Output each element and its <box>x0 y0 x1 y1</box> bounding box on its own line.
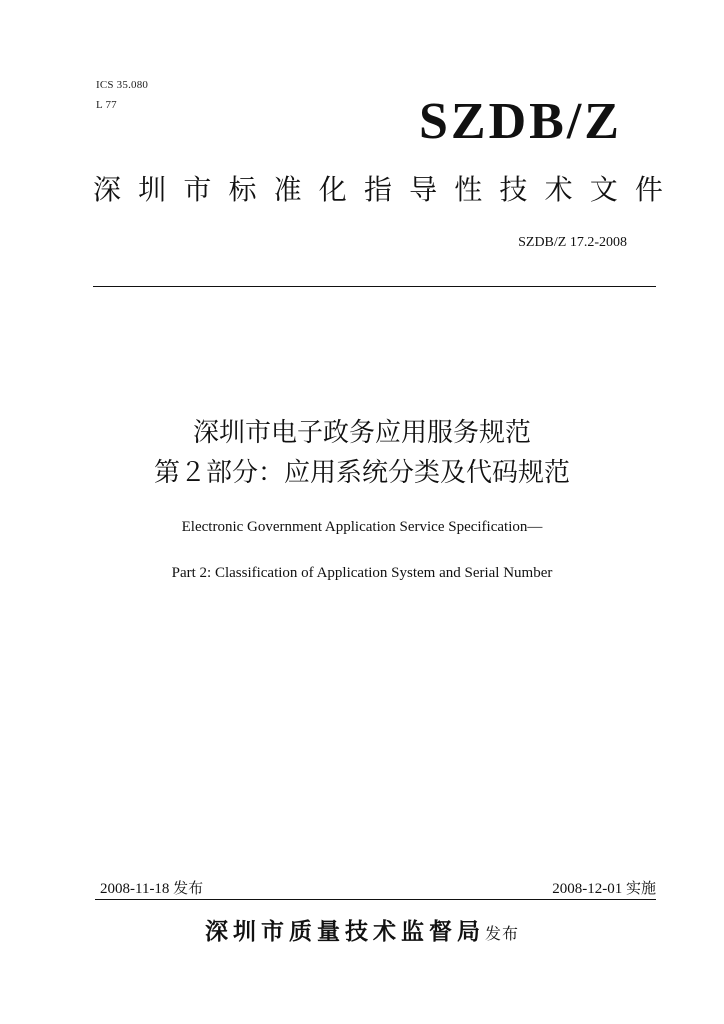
document-type-heading <box>93 170 663 210</box>
classification-code: L 77 <box>96 99 117 111</box>
document-type-char: 技 <box>499 173 528 206</box>
document-type-char: 文 <box>589 173 618 206</box>
header-divider <box>93 286 656 287</box>
standard-brand: SZDB/Z <box>419 93 622 150</box>
document-type-char: 准 <box>273 173 302 206</box>
document-type-char: 深 <box>93 173 122 206</box>
issuer-line <box>0 913 724 946</box>
english-subtitle: Part 2: Classification of Application System and Serial Number <box>171 565 553 581</box>
english-title: Electronic Government Application Service Specification— <box>181 519 543 535</box>
ics-code: ICS 35.080 <box>96 79 149 91</box>
standard-number: SZDB/Z 17.2-2008 <box>518 235 627 250</box>
effective-date: 2008-12-01 实施 <box>552 881 656 897</box>
issuer-suffix: 发布 <box>484 924 519 943</box>
footer-divider <box>95 899 656 900</box>
document-type-char: 标 <box>228 173 257 206</box>
document-title: 深圳市电子政务应用服务规范 <box>192 418 531 448</box>
document-type-char: 导 <box>409 173 438 206</box>
document-type-char: 件 <box>634 173 663 206</box>
document-type-char: 化 <box>318 173 347 206</box>
document-type-char: 市 <box>183 173 212 206</box>
document-type-char: 性 <box>454 173 483 206</box>
document-subtitle: 第２部分：应用系统分类及代码规范 <box>153 458 570 488</box>
document-type-char: 圳 <box>138 173 167 206</box>
document-type-char: 术 <box>544 173 573 206</box>
publish-date: 2008-11-18 发布 <box>100 881 204 897</box>
document-type-char: 指 <box>363 173 392 206</box>
issuer-name: 深圳市质量技术监督局 <box>204 919 485 945</box>
